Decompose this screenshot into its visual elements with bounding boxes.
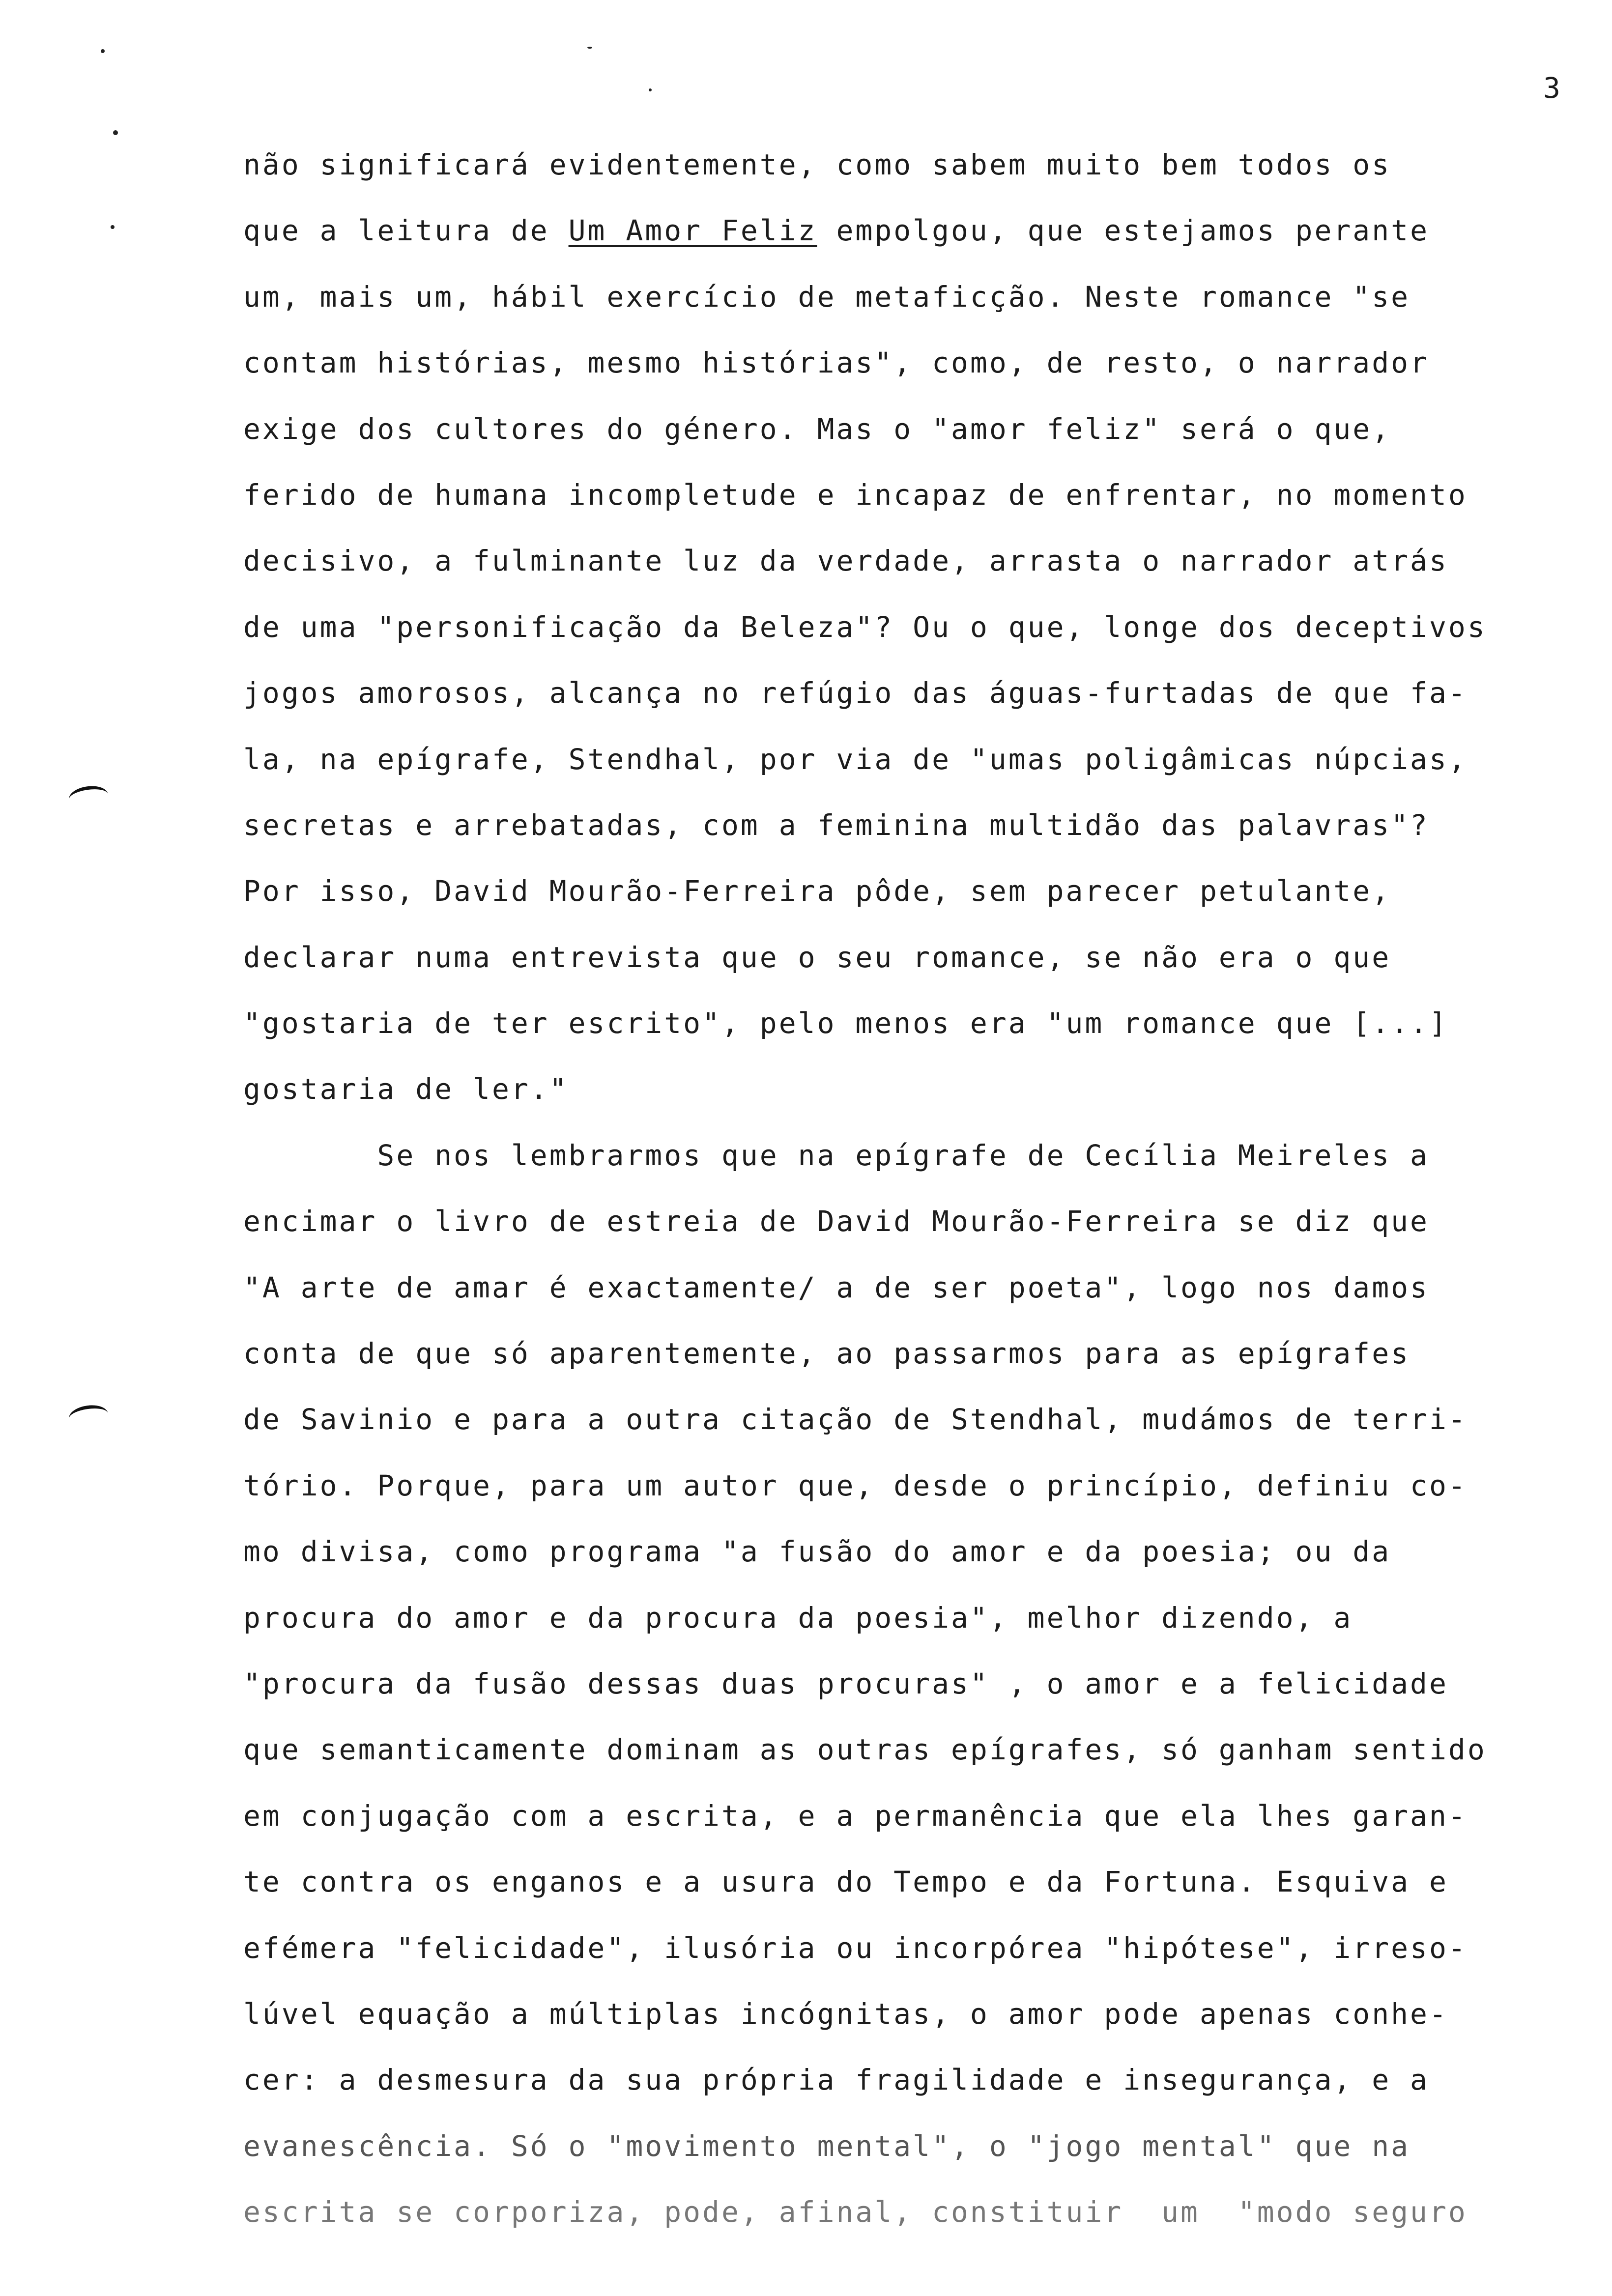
- text-line: escrita se corporiza, pode, afinal, constituir um "modo seguro: [243, 2195, 1468, 2229]
- text-line: de uma "personificação da Beleza"? Ou o que, longe dos deceptivos: [243, 610, 1487, 644]
- text-line: mo divisa, como programa "a fusão do amor e da poesia; ou da: [243, 1535, 1391, 1569]
- text-line: gostaria de ler.": [243, 1072, 569, 1106]
- text-line: secretas e arrebatadas, com a feminina multidão das palavras"?: [243, 808, 1429, 842]
- margin-dot: [587, 47, 592, 49]
- text-line: que semanticamente dominam as outras epígrafes, só ganham sentido: [243, 1733, 1487, 1767]
- text-line: declarar numa entrevista que o seu romance, se não era o que: [243, 940, 1391, 974]
- text-line: exige dos cultores do género. Mas o "amor feliz" será o que,: [243, 412, 1391, 446]
- text-line: evanescência. Só o "movimento mental", o "jogo mental" que na: [243, 2129, 1410, 2163]
- paragraph-1: [243, 132, 1580, 1122]
- book-title: Um Amor Feliz: [568, 214, 817, 248]
- text-line: não significará evidentemente, como sabem muito bem todos os: [243, 148, 1391, 181]
- text-line: de Savinio e para a outra citação de Stendhal, mudámos de terri-: [243, 1403, 1468, 1436]
- page-number: 3: [1543, 71, 1560, 105]
- text-line: la, na epígrafe, Stendhal, por via de "umas poligâmicas núpcias,: [243, 742, 1468, 776]
- text-line: Por isso, David Mourão-Ferreira pôde, sem parecer petulante,: [243, 874, 1391, 908]
- text-line: Se nos lembrarmos que na epígrafe de Cecília Meireles a: [243, 1138, 1429, 1172]
- margin-dot: [111, 225, 115, 229]
- text-line: efémera "felicidade", ilusória ou incorpórea "hipótese", irreso-: [243, 1931, 1468, 1965]
- text-line: decisivo, a fulminante luz da verdade, arrasta o narrador atrás: [243, 544, 1448, 578]
- paragraph-2: [243, 1122, 1580, 2245]
- punch-hole-mark: [67, 1403, 109, 1430]
- margin-dot: [113, 130, 118, 135]
- text-line: encimar o livro de estreia de David Mourão-Ferreira se diz que: [243, 1205, 1429, 1238]
- text-line: ferido de humana incompletude e incapaz de enfrentar, no momento: [243, 478, 1468, 512]
- margin-dot: [649, 88, 652, 91]
- text-segment: empolgou, que estejamos perante: [817, 214, 1429, 248]
- text-line: "A arte de amar é exactamente/ a de ser poeta", logo nos damos: [243, 1270, 1429, 1304]
- text-line: um, mais um, hábil exercício de metaficção. Neste romance "se: [243, 280, 1410, 314]
- text-line: lúvel equação a múltiplas incógnitas, o amor pode apenas conhe-: [243, 1997, 1448, 2031]
- document-body: [243, 132, 1580, 2245]
- text-line: tório. Porque, para um autor que, desde o princípio, definiu co-: [243, 1468, 1468, 1502]
- text-line: contam histórias, mesmo histórias", como, de resto, o narrador: [243, 346, 1429, 380]
- text-line: cer: a desmesura da sua própria fragilidade e insegurança, e a: [243, 2063, 1429, 2097]
- text-line: em conjugação com a escrita, e a permanência que ela lhes garan-: [243, 1799, 1468, 1833]
- text-line: conta de que só aparentemente, ao passarmos para as epígrafes: [243, 1337, 1410, 1371]
- text-line: [243, 198, 1580, 263]
- text-line: procura do amor e da procura da poesia", melhor dizendo, a: [243, 1601, 1353, 1635]
- text-segment: que a leitura de: [243, 214, 569, 248]
- text-line: te contra os enganos e a usura do Tempo e da Fortuna. Esquiva e: [243, 1865, 1448, 1899]
- text-line: jogos amorosos, alcança no refúgio das águas-furtadas de que fa-: [243, 676, 1468, 710]
- text-line: "gostaria de ter escrito", pelo menos era "um romance que [...]: [243, 1006, 1448, 1040]
- punch-hole-mark: [67, 784, 109, 810]
- text-line: "procura da fusão dessas duas procuras" , o amor e a felicidade: [243, 1666, 1448, 1700]
- margin-dot: [101, 49, 105, 53]
